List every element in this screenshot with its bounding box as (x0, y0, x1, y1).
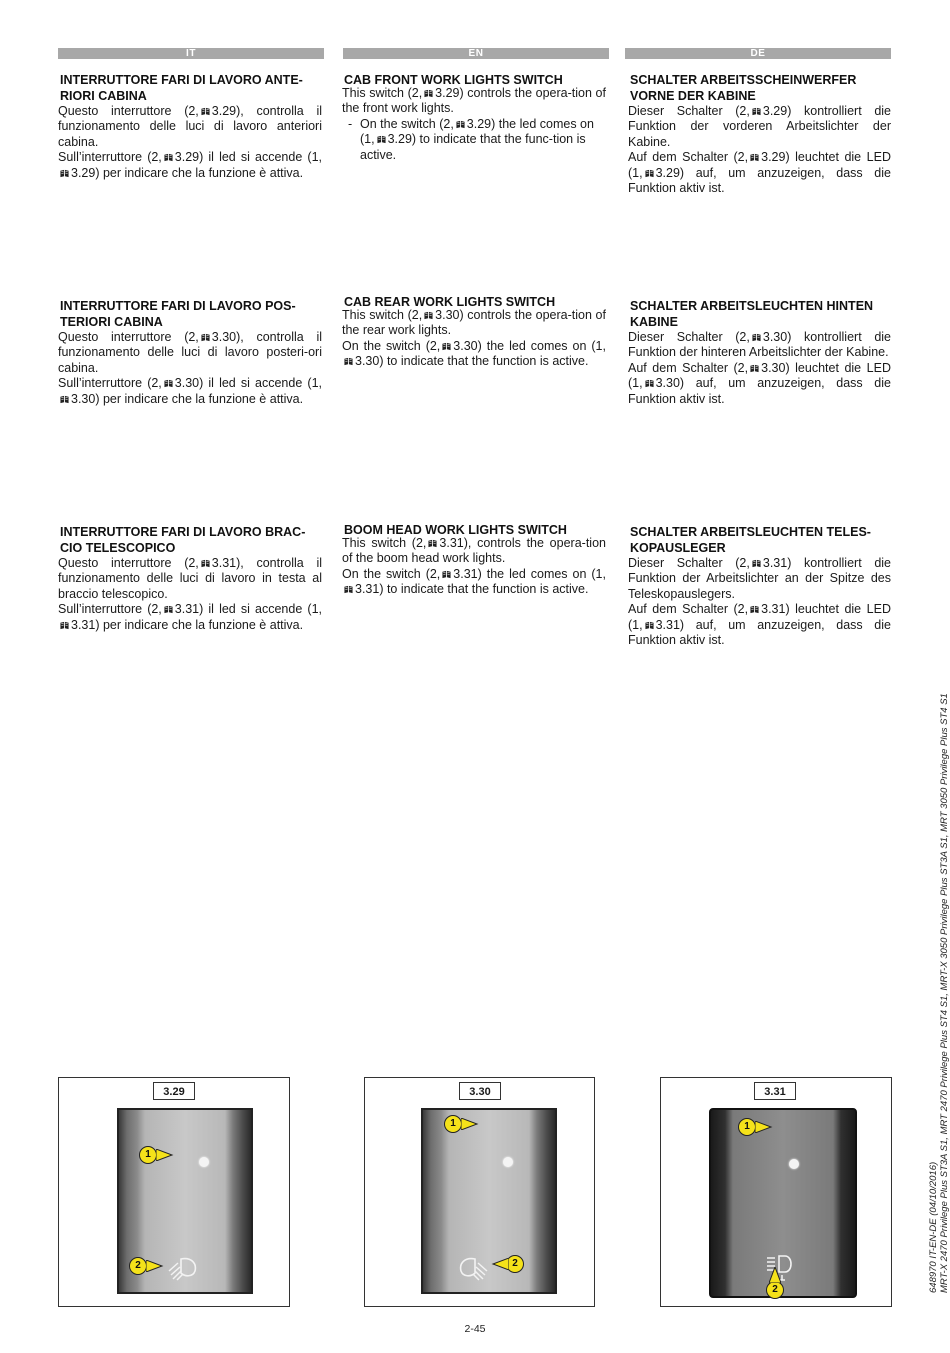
book-reference-icon (427, 539, 438, 548)
callout-pointer (461, 1118, 479, 1130)
document-reference (928, 693, 950, 1293)
text: 3.29) il led si accende (1, (174, 150, 323, 165)
callout-pointer (769, 1267, 781, 1283)
text: 3.29) leuchtet die LED (1, (628, 150, 891, 180)
text: On the switch (2, (342, 566, 441, 581)
text: 3.29) to indicate that the func-tion is active. (360, 132, 586, 162)
section-body (342, 536, 606, 598)
section-body (342, 86, 606, 163)
book-reference-icon (423, 89, 434, 98)
work-light-icon (455, 1255, 489, 1281)
text: This switch (2, (342, 86, 423, 100)
model-list: MRT-X 2470 Privilege Plus ST3A S1, MRT 2470 Privilege Plus ST4 S1, MRT-X 3050 Privilege Plus ST3A S1, MRT 3050 Privilege Plus ST4 S1 (939, 693, 950, 1293)
text: 3.29) controls the opera-tion of the front work lights. (342, 86, 606, 116)
book-reference-icon (200, 559, 211, 568)
led-indicator (503, 1157, 513, 1167)
callout-1: 1 (738, 1118, 756, 1136)
text: 3.29) auf, um anzuzeigen, dass die Funktion aktiv ist. (628, 165, 891, 196)
text: 3.30) per indicare che la funzione è attiva. (71, 391, 304, 406)
figure-3-29 (58, 1077, 290, 1307)
text: 3.31) the led comes on (1, (453, 566, 606, 581)
en-section-rear (342, 294, 606, 370)
text: 3.31), controls the opera-tion of the boom head work lights. (342, 536, 606, 566)
text: 3.31), controlla il funzionamento delle luci di lavoro in testa al braccio telescopico. (58, 556, 322, 601)
book-reference-icon (343, 357, 354, 366)
book-reference-icon (59, 169, 70, 178)
text: 3.29) the led comes on (1, (360, 116, 594, 147)
it-section-rear (58, 298, 322, 407)
section-title: INTERRUTTORE FARI DI LAVORO BRAC-CIO TELESCOPICO (60, 525, 306, 555)
text: 3.30) auf, um anzuzeigen, dass die Funktion aktiv ist. (628, 376, 891, 406)
callout-pointer (146, 1260, 164, 1272)
book-reference-icon (749, 364, 760, 373)
text: 3.31) auf, um anzuzeigen, dass die Funktion aktiv ist. (628, 617, 891, 648)
text: 3.29) kontrolliert die Funktion der vorderen Arbeitslichter der Kabine. (628, 104, 892, 149)
section-title: CAB FRONT WORK LIGHTS SWITCH (344, 73, 563, 87)
text: 3.29) per indicare che la funzione è attiva. (71, 165, 304, 180)
book-reference-icon (749, 605, 760, 614)
book-reference-icon (751, 333, 762, 342)
book-reference-icon (163, 605, 174, 614)
en-section-front (342, 72, 606, 163)
text: Auf dem Schalter (2, (628, 360, 749, 375)
de-section-rear (628, 298, 891, 407)
text: 3.30) il led si accende (1, (174, 376, 323, 391)
figure-label: 3.31 (754, 1082, 796, 1100)
text: 3.31) to indicate that the function is active. (355, 582, 589, 597)
text: Dieser Schalter (2, (628, 556, 750, 570)
text: Questo interruttore (2, (58, 104, 199, 118)
book-reference-icon (59, 395, 70, 404)
text: 3.30) the led comes on (1, (453, 338, 606, 353)
callout-2: 2 (129, 1257, 147, 1275)
section-title: INTERRUTTORE FARI DI LAVORO POS-TERIORI CABINA (60, 299, 296, 329)
book-reference-icon (441, 342, 452, 351)
book-reference-icon (376, 135, 387, 144)
page-number: 2-45 (464, 1323, 486, 1335)
book-reference-icon (751, 107, 762, 116)
figure-3-31 (660, 1077, 892, 1307)
callout-1: 1 (139, 1146, 157, 1164)
section-body (58, 556, 322, 633)
book-reference-icon (644, 169, 655, 178)
figure-3-30 (364, 1077, 595, 1307)
book-reference-icon (200, 107, 211, 116)
book-reference-icon (163, 379, 174, 388)
book-reference-icon (163, 153, 174, 162)
text: 3.29), controlla il funzionamento delle luci di lavoro anteriori cabina. (58, 104, 322, 149)
book-reference-icon (644, 379, 655, 388)
lang-bar-it: IT (58, 48, 324, 59)
callout-pointer (755, 1121, 773, 1133)
led-indicator (199, 1157, 209, 1167)
text: 3.31) per indicare che la funzione è attiva. (71, 617, 304, 632)
text: This switch (2, (342, 536, 427, 550)
text: Questo interruttore (2, (58, 330, 199, 344)
de-section-boom (628, 524, 891, 648)
de-section-front (628, 72, 891, 196)
section-title: BOOM HEAD WORK LIGHTS SWITCH (344, 523, 567, 537)
switch-photo (421, 1108, 557, 1294)
book-reference-icon (441, 570, 452, 579)
switch-photo (709, 1108, 857, 1298)
text: 3.31) il led si accende (1, (174, 602, 323, 617)
text: Questo interruttore (2, (58, 556, 199, 570)
text: This switch (2, (342, 308, 423, 322)
section-title: SCHALTER ARBEITSLEUCHTEN HINTEN KABINE (630, 299, 874, 329)
doc-ref: 648970 IT-EN-DE (04/10/2016) (928, 1161, 939, 1293)
book-reference-icon (200, 333, 211, 342)
text: 3.31) leuchtet die LED (1, (628, 602, 891, 632)
section-body (628, 556, 891, 648)
text: Dieser Schalter (2, (628, 104, 750, 118)
it-section-boom (58, 524, 322, 633)
text: Dieser Schalter (2, (628, 330, 750, 344)
book-reference-icon (644, 621, 655, 630)
text: On the switch (2, (342, 338, 441, 353)
text: Auf dem Schalter (2, (628, 602, 749, 617)
section-body (58, 104, 322, 181)
book-reference-icon (751, 559, 762, 568)
callout-pointer (156, 1149, 174, 1161)
section-title: CAB REAR WORK LIGHTS SWITCH (344, 295, 556, 309)
text: 3.30), controlla il funzionamento delle luci di lavoro posteri-ori cabina. (58, 330, 322, 375)
section-body (628, 104, 891, 196)
book-reference-icon (749, 153, 760, 162)
work-light-icon (167, 1255, 201, 1281)
lang-bar-en: EN (343, 48, 609, 59)
book-reference-icon (59, 621, 70, 630)
it-section-front (58, 72, 322, 181)
text: Sull’interruttore (2, (58, 376, 162, 391)
text: Auf dem Schalter (2, (628, 150, 749, 165)
section-title: SCHALTER ARBEITSSCHEINWERFER VORNE DER KABINE (630, 73, 857, 103)
book-reference-icon (423, 311, 434, 320)
callout-pointer (491, 1258, 509, 1270)
section-body (342, 308, 606, 370)
text: Sull’interruttore (2, (58, 150, 162, 165)
text: 3.30) kontrolliert die Funktion der hinteren Arbeitslichter der Kabine. (628, 330, 892, 360)
book-reference-icon (455, 120, 466, 129)
callout-2: 2 (506, 1255, 524, 1273)
text: 3.31) kontrolliert die Funktion der Arbeitslichter an der Spitze des Teleskopauslegers. (628, 556, 892, 601)
text: 3.30) controls the opera-tion of the rear work lights. (342, 308, 606, 338)
led-indicator (789, 1159, 799, 1169)
en-section-boom (342, 522, 606, 598)
section-title: SCHALTER ARBEITSLEUCHTEN TELES-KOPAUSLEGER (630, 525, 871, 555)
callout-1: 1 (444, 1115, 462, 1133)
callout-2: 2 (766, 1281, 784, 1299)
text: Sull’interruttore (2, (58, 602, 162, 617)
text: 3.30) leuchtet die LED (1, (628, 360, 891, 391)
figure-label: 3.30 (459, 1082, 501, 1100)
book-reference-icon (343, 585, 354, 594)
section-body (58, 330, 322, 407)
section-title: INTERRUTTORE FARI DI LAVORO ANTE-RIORI CABINA (60, 73, 303, 103)
text: On the switch (2, (360, 116, 454, 131)
figure-label: 3.29 (153, 1082, 195, 1100)
section-body (628, 330, 891, 407)
text: 3.30) to indicate that the function is active. (355, 354, 589, 369)
lang-bar-de: DE (625, 48, 891, 59)
